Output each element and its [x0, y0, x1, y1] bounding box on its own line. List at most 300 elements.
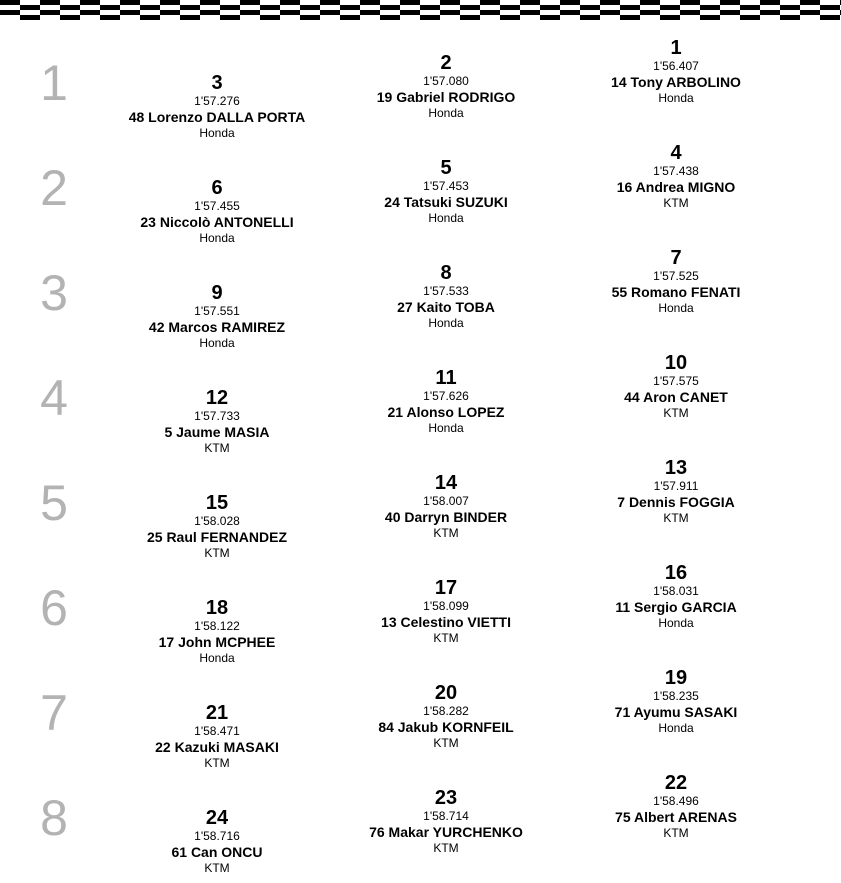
rider-name: 84 Jakub KORNFEIL — [378, 719, 514, 735]
grid-slot — [556, 38, 796, 106]
grid-slot — [326, 263, 566, 331]
checker-square — [40, 0, 60, 5]
checker-square — [120, 15, 140, 20]
checker-square — [760, 5, 780, 10]
checker-square — [100, 0, 120, 5]
checker-square — [240, 0, 260, 5]
checker-square — [720, 5, 740, 10]
grid-position: 20 — [434, 682, 458, 704]
checker-square — [720, 10, 740, 15]
team-name: KTM — [433, 631, 459, 645]
grid-position: 3 — [211, 72, 223, 94]
team-name: KTM — [663, 196, 689, 210]
checker-square — [20, 5, 40, 10]
team-name: Honda — [199, 336, 235, 350]
checker-square — [0, 15, 20, 20]
grid-position: 13 — [664, 457, 688, 479]
team-name: KTM — [204, 546, 230, 560]
checker-square — [260, 0, 280, 5]
checker-square — [640, 0, 660, 5]
lap-time: 1'57.911 — [653, 479, 699, 493]
team-name: KTM — [204, 441, 230, 455]
checker-square — [480, 5, 500, 10]
checker-square — [740, 15, 760, 20]
rider-name: 55 Romano FENATI — [611, 284, 741, 300]
grid-slot — [326, 53, 566, 121]
checker-square — [420, 5, 440, 10]
checker-square — [520, 15, 540, 20]
grid-slot — [97, 493, 337, 561]
checker-square — [320, 15, 340, 20]
team-name: KTM — [433, 736, 459, 750]
checker-square — [560, 5, 580, 10]
checker-square — [500, 5, 520, 10]
lap-time: 1'57.525 — [653, 269, 699, 283]
checker-square — [820, 10, 840, 15]
checker-square — [400, 10, 420, 15]
grid-position: 22 — [664, 772, 688, 794]
checker-square — [400, 0, 420, 5]
team-name: KTM — [433, 841, 459, 855]
grid-slot — [556, 668, 796, 736]
checker-square — [660, 5, 680, 10]
checker-square — [80, 10, 100, 15]
checker-square — [740, 5, 760, 10]
checker-square — [100, 5, 120, 10]
grid-position: 8 — [440, 262, 452, 284]
grid-slot — [97, 283, 337, 351]
checker-square — [220, 15, 240, 20]
grid-position: 4 — [670, 142, 682, 164]
grid-position: 24 — [205, 807, 229, 829]
grid-position: 9 — [211, 282, 223, 304]
checker-square — [300, 5, 320, 10]
grid-position: 2 — [440, 52, 452, 74]
checker-square — [20, 0, 40, 5]
checker-square — [220, 0, 240, 5]
lap-time: 1'57.455 — [194, 199, 240, 213]
grid-slot — [97, 388, 337, 456]
team-name: Honda — [428, 211, 464, 225]
checker-square — [380, 0, 400, 5]
checker-square — [460, 10, 480, 15]
team-name: Honda — [658, 721, 694, 735]
checker-square — [260, 5, 280, 10]
grid-slot — [556, 248, 796, 316]
rider-name: 22 Kazuki MASAKI — [155, 739, 279, 755]
checker-square — [100, 10, 120, 15]
grid-row — [0, 658, 841, 770]
checker-square — [340, 10, 360, 15]
lap-time: 1'57.438 — [653, 164, 699, 178]
checker-square — [560, 10, 580, 15]
checker-square — [0, 10, 20, 15]
lap-time: 1'57.533 — [423, 284, 469, 298]
checker-square — [800, 10, 820, 15]
grid-position: 15 — [205, 492, 229, 514]
checker-square — [800, 5, 820, 10]
grid-row — [0, 553, 841, 665]
grid-slot — [97, 703, 337, 771]
grid-row — [0, 133, 841, 245]
grid-position: 6 — [211, 177, 223, 199]
rider-name: 14 Tony ARBOLINO — [611, 74, 741, 90]
grid-slot — [97, 808, 337, 876]
checker-square — [180, 10, 200, 15]
checker-square — [600, 10, 620, 15]
checker-square — [400, 15, 420, 20]
checker-square — [580, 15, 600, 20]
grid-position: 16 — [664, 562, 688, 584]
checker-square — [300, 0, 320, 5]
checker-square — [120, 5, 140, 10]
team-name: Honda — [199, 126, 235, 140]
team-name: Honda — [428, 316, 464, 330]
lap-time: 1'57.276 — [194, 94, 240, 108]
checker-square — [340, 5, 360, 10]
checker-square — [580, 0, 600, 5]
grid-slot — [326, 578, 566, 646]
grid-position: 17 — [434, 577, 458, 599]
team-name: Honda — [658, 616, 694, 630]
checker-square — [200, 5, 220, 10]
lap-time: 1'58.235 — [653, 689, 699, 703]
checker-square — [300, 10, 320, 15]
grid-row — [0, 763, 841, 875]
checker-square — [100, 15, 120, 20]
checker-square — [200, 10, 220, 15]
checker-square — [320, 0, 340, 5]
grid-row — [0, 238, 841, 350]
checker-square — [700, 15, 720, 20]
checker-square — [600, 0, 620, 5]
grid-position: 7 — [670, 247, 682, 269]
team-name: KTM — [433, 526, 459, 540]
checker-square — [0, 5, 20, 10]
team-name: KTM — [204, 861, 230, 875]
rider-name: 7 Dennis FOGGIA — [617, 494, 735, 510]
rider-name: 16 Andrea MIGNO — [616, 179, 736, 195]
grid-position: 11 — [435, 367, 457, 389]
lap-time: 1'57.551 — [194, 304, 240, 318]
checker-square — [560, 15, 580, 20]
checker-square — [280, 5, 300, 10]
checker-square — [260, 15, 280, 20]
checker-square — [120, 10, 140, 15]
checker-square — [240, 5, 260, 10]
checker-square — [820, 15, 840, 20]
rider-name: 19 Gabriel RODRIGO — [376, 89, 516, 105]
grid-slot — [326, 473, 566, 541]
rider-name: 44 Aron CANET — [624, 389, 728, 405]
checker-square — [700, 0, 720, 5]
checker-square — [540, 15, 560, 20]
team-name: Honda — [199, 231, 235, 245]
team-name: Honda — [199, 651, 235, 665]
grid-row-number: 8 — [40, 790, 68, 846]
grid-slot — [326, 683, 566, 751]
checker-square — [0, 0, 20, 5]
lap-time: 1'58.282 — [423, 704, 469, 718]
checker-square — [640, 5, 660, 10]
checker-square — [500, 0, 520, 5]
checker-square — [220, 5, 240, 10]
rider-name: 23 Niccolò ANTONELLI — [140, 214, 294, 230]
grid-row — [0, 448, 841, 560]
rider-name: 21 Alonso LOPEZ — [387, 404, 505, 420]
checker-square — [460, 5, 480, 10]
checker-square — [660, 0, 680, 5]
grid-row-number: 1 — [40, 55, 68, 111]
checker-square — [40, 5, 60, 10]
rider-name: 61 Can ONCU — [171, 844, 263, 860]
checker-square — [320, 5, 340, 10]
checker-square — [620, 5, 640, 10]
checker-square — [380, 10, 400, 15]
checker-square — [280, 10, 300, 15]
team-name: KTM — [204, 756, 230, 770]
grid-slot — [326, 158, 566, 226]
grid-position: 10 — [664, 352, 688, 374]
rider-name: 75 Albert ARENAS — [615, 809, 737, 825]
lap-time: 1'56.407 — [653, 59, 699, 73]
grid-position: 18 — [205, 597, 229, 619]
checkered-flag-border — [0, 0, 841, 20]
checker-square — [680, 0, 700, 5]
checker-square — [620, 15, 640, 20]
team-name: Honda — [428, 421, 464, 435]
grid-slot — [556, 563, 796, 631]
checker-square — [660, 15, 680, 20]
checker-square — [520, 10, 540, 15]
checker-square — [520, 5, 540, 10]
checker-square — [120, 0, 140, 5]
checker-square — [600, 15, 620, 20]
checker-square — [640, 15, 660, 20]
checker-square — [420, 15, 440, 20]
grid-slot — [556, 353, 796, 421]
lap-time: 1'57.453 — [423, 179, 469, 193]
lap-time: 1'57.080 — [423, 74, 469, 88]
grid-row — [0, 343, 841, 455]
rider-name: 48 Lorenzo DALLA PORTA — [128, 109, 306, 125]
team-name: KTM — [663, 406, 689, 420]
lap-time: 1'57.626 — [423, 389, 469, 403]
checker-square — [420, 10, 440, 15]
checker-square — [480, 0, 500, 5]
grid-row-number: 5 — [40, 475, 68, 531]
rider-name: 11 Sergio GARCIA — [615, 599, 737, 615]
grid-row-number: 3 — [40, 265, 68, 321]
checker-square — [220, 10, 240, 15]
grid-position: 14 — [434, 472, 458, 494]
lap-time: 1'57.733 — [194, 409, 240, 423]
grid-slot — [556, 458, 796, 526]
checker-square — [480, 15, 500, 20]
checker-square — [320, 10, 340, 15]
checker-square — [160, 15, 180, 20]
rider-name: 13 Celestino VIETTI — [381, 614, 511, 630]
team-name: KTM — [663, 511, 689, 525]
checker-square — [80, 0, 100, 5]
checker-square — [180, 15, 200, 20]
lap-time: 1'58.716 — [194, 829, 240, 843]
checker-square — [20, 10, 40, 15]
grid-slot — [556, 143, 796, 211]
checker-square — [160, 0, 180, 5]
checker-square — [40, 15, 60, 20]
checker-square — [720, 15, 740, 20]
checker-square — [820, 0, 840, 5]
checker-square — [500, 15, 520, 20]
checker-square — [780, 15, 800, 20]
rider-name: 5 Jaume MASIA — [164, 424, 270, 440]
checker-square — [80, 5, 100, 10]
checker-square — [800, 15, 820, 20]
checker-square — [240, 15, 260, 20]
checker-square — [440, 0, 460, 5]
checker-square — [440, 15, 460, 20]
checker-square — [80, 15, 100, 20]
checker-square — [60, 0, 80, 5]
grid-position: 12 — [205, 387, 229, 409]
checker-square — [360, 10, 380, 15]
lap-time: 1'58.496 — [653, 794, 699, 808]
grid-row-number: 2 — [40, 160, 68, 216]
checker-square — [180, 0, 200, 5]
checker-square — [140, 10, 160, 15]
checker-square — [380, 15, 400, 20]
checker-square — [820, 5, 840, 10]
checker-square — [280, 0, 300, 5]
rider-name: 71 Ayumu SASAKI — [614, 704, 738, 720]
grid-row — [0, 28, 841, 140]
lap-time: 1'58.099 — [423, 599, 469, 613]
checker-square — [340, 0, 360, 5]
checker-square — [20, 15, 40, 20]
grid-position: 5 — [440, 157, 452, 179]
checker-square — [380, 5, 400, 10]
grid-position: 19 — [664, 667, 688, 689]
rider-name: 42 Marcos RAMIREZ — [148, 319, 286, 335]
team-name: KTM — [663, 826, 689, 840]
checker-square — [180, 5, 200, 10]
checker-square — [580, 10, 600, 15]
checker-square — [260, 10, 280, 15]
team-name: Honda — [658, 301, 694, 315]
rider-name: 40 Darryn BINDER — [384, 509, 508, 525]
checker-square — [400, 5, 420, 10]
checker-square — [760, 15, 780, 20]
checker-square — [440, 5, 460, 10]
checker-square — [300, 15, 320, 20]
grid-row-number: 6 — [40, 580, 68, 636]
checker-square — [560, 0, 580, 5]
lap-time: 1'58.471 — [194, 724, 240, 738]
checker-square — [780, 0, 800, 5]
checker-square — [640, 10, 660, 15]
grid-slot — [556, 773, 796, 841]
checker-square — [540, 10, 560, 15]
rider-name: 76 Makar YURCHENKO — [369, 824, 523, 840]
checker-square — [780, 10, 800, 15]
checker-square — [760, 10, 780, 15]
rider-name: 25 Raul FERNANDEZ — [146, 529, 288, 545]
lap-time: 1'58.007 — [423, 494, 469, 508]
lap-time: 1'58.031 — [653, 584, 699, 598]
lap-time: 1'58.028 — [194, 514, 240, 528]
grid-position: 23 — [434, 787, 458, 809]
checker-square — [140, 15, 160, 20]
checker-square — [360, 5, 380, 10]
rider-name: 27 Kaito TOBA — [397, 299, 495, 315]
grid-position: 21 — [205, 702, 229, 724]
checker-square — [60, 10, 80, 15]
checker-square — [720, 0, 740, 5]
checker-square — [140, 5, 160, 10]
checker-square — [140, 0, 160, 5]
grid-row-number: 4 — [40, 370, 68, 426]
checker-square — [660, 10, 680, 15]
checker-square — [240, 10, 260, 15]
checker-square — [200, 0, 220, 5]
checker-square — [620, 0, 640, 5]
grid-slot — [97, 598, 337, 666]
checker-square — [800, 0, 820, 5]
checker-square — [440, 10, 460, 15]
checker-square — [620, 10, 640, 15]
checker-square — [540, 5, 560, 10]
rider-name: 24 Tatsuki SUZUKI — [384, 194, 508, 210]
checker-square — [460, 0, 480, 5]
checker-square — [60, 5, 80, 10]
team-name: Honda — [428, 106, 464, 120]
checker-square — [360, 15, 380, 20]
grid-slot — [326, 788, 566, 856]
checker-square — [580, 5, 600, 10]
checker-square — [360, 0, 380, 5]
checker-square — [780, 5, 800, 10]
checker-square — [680, 5, 700, 10]
checker-square — [500, 10, 520, 15]
checker-square — [700, 10, 720, 15]
checker-square — [280, 15, 300, 20]
team-name: Honda — [658, 91, 694, 105]
grid-slot — [97, 178, 337, 246]
checker-square — [340, 15, 360, 20]
checker-square — [540, 0, 560, 5]
checker-square — [480, 10, 500, 15]
checker-square — [680, 10, 700, 15]
checker-square — [160, 10, 180, 15]
checker-square — [160, 5, 180, 10]
checker-square — [760, 0, 780, 5]
grid-position: 1 — [670, 37, 682, 59]
rider-name: 17 John MCPHEE — [158, 634, 276, 650]
checker-square — [460, 15, 480, 20]
checker-square — [680, 15, 700, 20]
grid-row-number: 7 — [40, 685, 68, 741]
checker-square — [520, 0, 540, 5]
lap-time: 1'58.122 — [194, 619, 240, 633]
lap-time: 1'57.575 — [653, 374, 699, 388]
grid-slot — [97, 73, 337, 141]
checker-square — [600, 5, 620, 10]
checker-square — [420, 0, 440, 5]
checker-square — [60, 15, 80, 20]
checker-square — [200, 15, 220, 20]
checker-square — [700, 5, 720, 10]
